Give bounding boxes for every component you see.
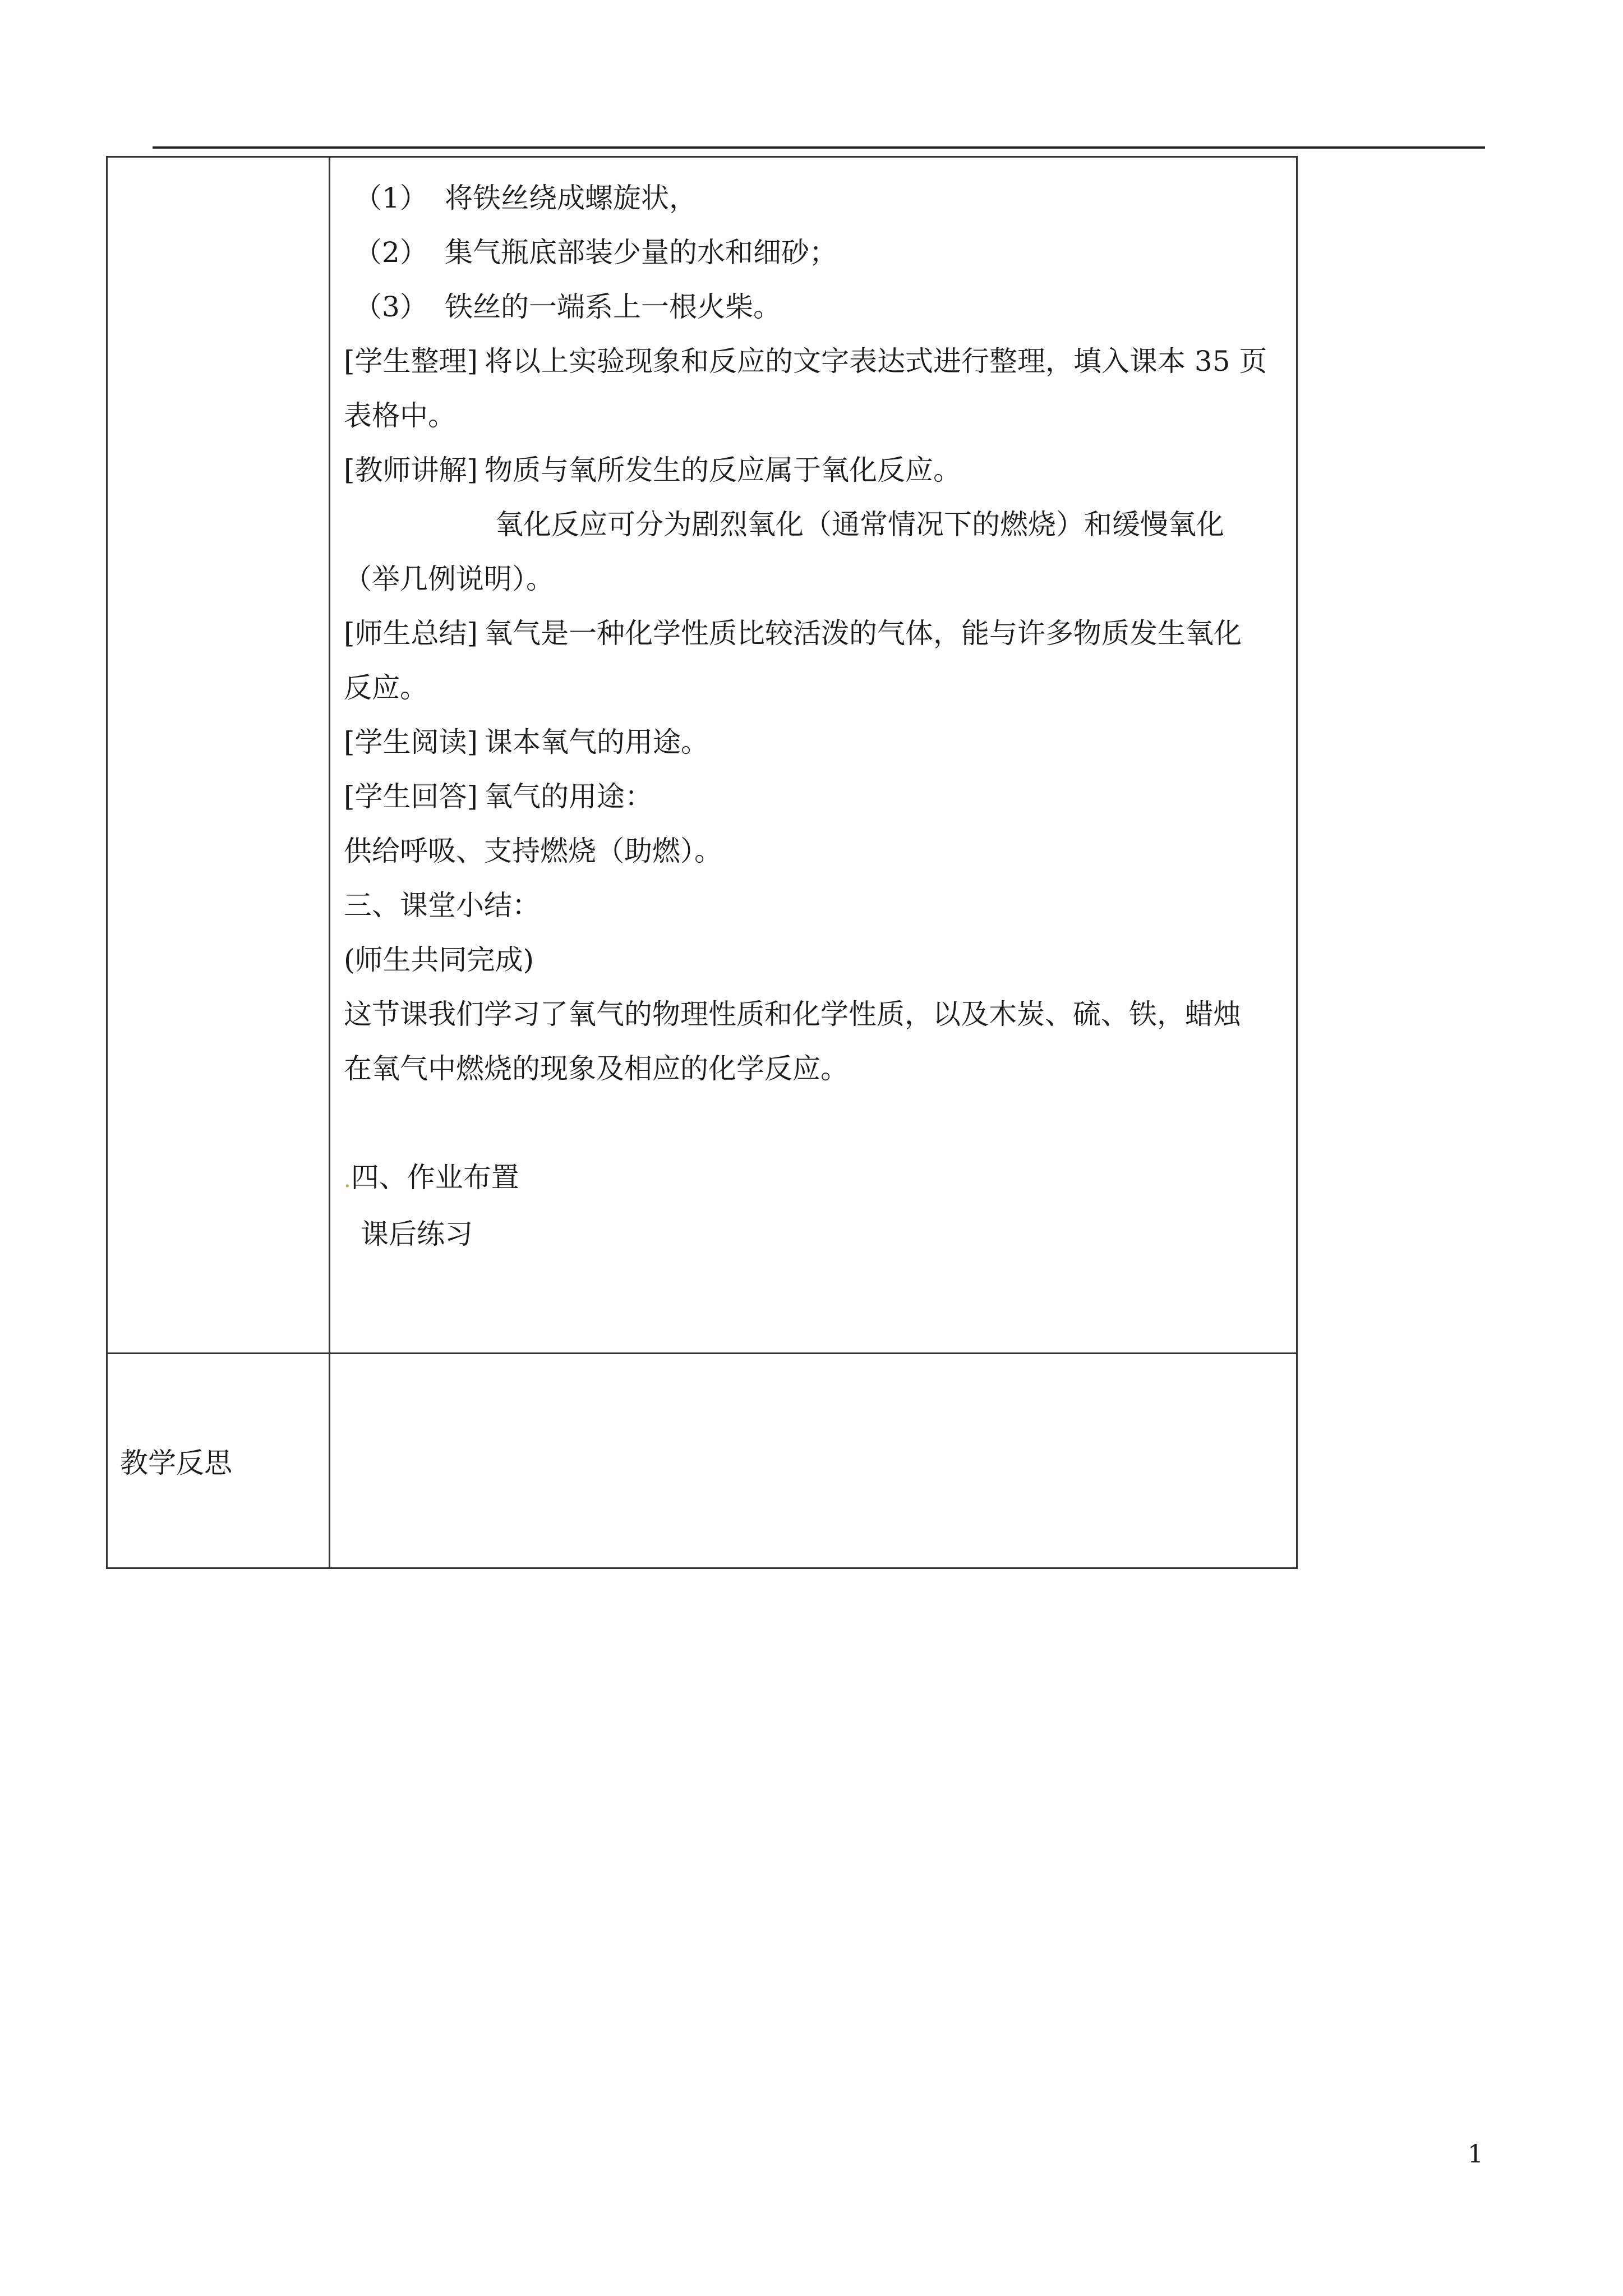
step-item	[344, 226, 1286, 280]
header-rule	[153, 146, 1485, 149]
lesson-content	[330, 158, 1296, 1262]
step-number: （2）	[354, 236, 428, 269]
teacher-explain-tag: [教师讲解]	[344, 454, 478, 486]
summary-tag: [师生总结]	[344, 617, 478, 650]
class-summary-continuation: 在氧气中燃烧的现象及相应的化学反应。	[344, 1052, 849, 1085]
homework-item: 课后练习	[361, 1218, 473, 1250]
student-organize-tag: [学生整理]	[344, 345, 478, 378]
student-answer-line	[344, 770, 1286, 824]
class-summary-heading: 三、课堂小结：	[344, 889, 540, 922]
step-text: 将铁丝绕成螺旋状，	[445, 182, 697, 214]
step-number: （3）	[354, 291, 428, 323]
page-number: 1	[1468, 2140, 1483, 2169]
oxidation-types-line: 氧化反应可分为剧烈氧化（通常情况下的燃烧）和缓慢氧化	[495, 508, 1224, 541]
step-text: 铁丝的一端系上一根火柴。	[445, 291, 781, 323]
reflection-row	[107, 1354, 1297, 1568]
student-read-tag: [学生阅读]	[344, 726, 478, 758]
student-organize-text: 将以上实验现象和反应的文字表达式进行整理，填入课本 35 页	[485, 345, 1267, 378]
teacher-explain-text: 物质与氧所发生的反应属于氧化反应。	[485, 454, 962, 486]
student-organize-continuation: 表格中。	[344, 399, 456, 432]
teacher-explain-line	[344, 443, 1286, 498]
student-read-line	[344, 715, 1286, 770]
oxidation-examples-line: （举几例说明）。	[344, 563, 554, 595]
lesson-content-row	[107, 157, 1297, 1354]
reflection-content-cell	[330, 1354, 1297, 1568]
lesson-content-cell	[330, 157, 1297, 1354]
summary-line	[344, 606, 1286, 661]
class-summary-note: (师生共同完成)	[344, 944, 534, 976]
lesson-plan-table	[106, 156, 1298, 1569]
reflection-label: 教学反思	[107, 1354, 330, 1568]
student-answer-tag: [学生回答]	[344, 780, 478, 813]
student-read-text: 课本氧气的用途。	[485, 726, 709, 758]
spacer	[344, 1096, 1286, 1151]
summary-continuation: 反应。	[344, 671, 428, 704]
summary-text: 氧气是一种化学性质比较活泼的气体，能与许多物质发生氧化	[485, 617, 1242, 650]
homework-heading-line	[344, 1151, 1286, 1207]
homework-heading: 四、作业布置	[351, 1161, 519, 1194]
step-item	[344, 280, 1286, 334]
left-empty-cell	[107, 157, 330, 1354]
oxygen-uses-line: 供给呼吸、支持燃烧（助燃）。	[344, 835, 722, 867]
student-answer-text: 氧气的用途：	[485, 780, 653, 813]
step-number: （1）	[354, 182, 428, 214]
step-text: 集气瓶底部装少量的水和细砂；	[445, 236, 837, 269]
step-item	[344, 171, 1286, 226]
student-organize-line	[344, 334, 1286, 389]
class-summary-text: 这节课我们学习了氧气的物理性质和化学性质，以及木炭、硫、铁，蜡烛	[344, 998, 1241, 1030]
homework-marker: .	[344, 1167, 351, 1193]
